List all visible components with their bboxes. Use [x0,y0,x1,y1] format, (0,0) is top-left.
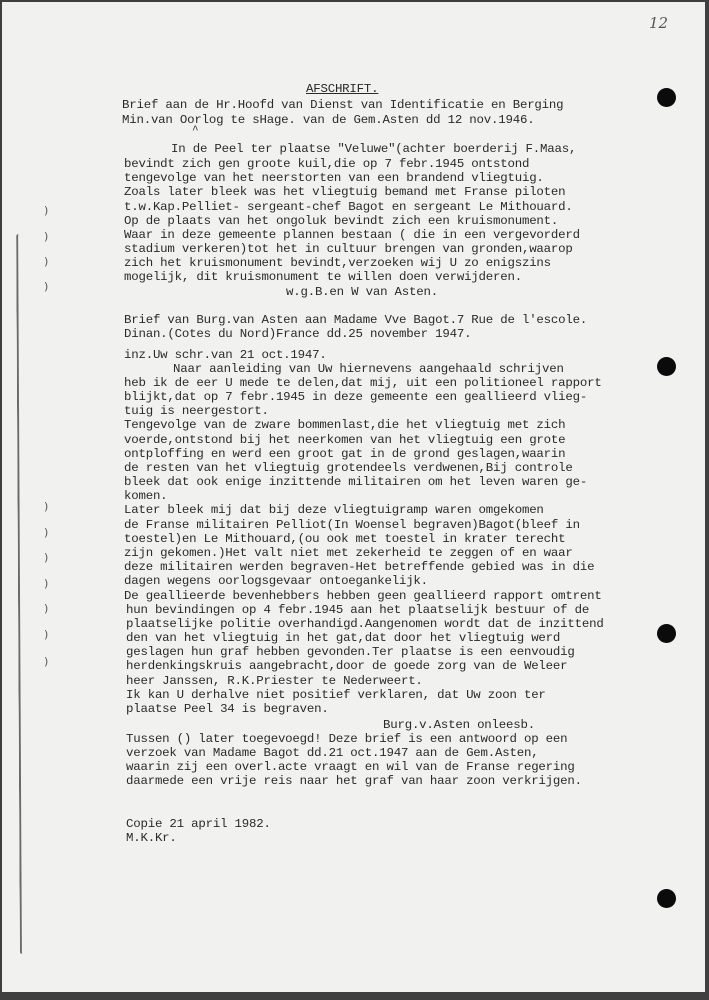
folio-number: 12 [649,14,669,32]
letter-line: Op de plaats van het ongoluk bevindt zich een kruismonument. [124,214,559,228]
margin-mark: ) [44,551,49,564]
header-line: Brief aan de Hr.Hoofd van Dienst van Identificatie en Berging [122,98,564,112]
margin-mark: ) [44,577,49,590]
letter-line: komen. [124,489,168,503]
punch-hole [657,357,676,376]
letter-line: geslagen hun graf hebben gevonden.Ter plaatse is een eenvoudig [126,645,575,659]
addendum-line: verzoek van Madame Bagot dd.21 oct.1947 aan de Gem.Asten, [126,746,539,760]
letter-line: Waar in deze gemeente plannen bestaan ( die in een vergevorderd [124,228,580,242]
letter-line: Tengevolge van de zware bommenlast,die het vliegtuig met zich [124,418,566,432]
letter-line: Zoals later bleek was het vliegtuig bemand met Franse piloten [124,185,566,199]
document-sheet [2,2,705,992]
letter-line: hun bevindingen op 4 febr.1945 aan het plaatselijk bestuur of de [126,603,590,617]
letter-line: zich het kruismonument bevindt,verzoeken wij U zo enigszins [124,256,551,270]
letter-line: blijkt,dat op 7 febr.1945 in deze gemeente een geallieerd vlieg- [124,390,588,404]
letter-header-line: Dinan.(Cotes du Nord)France dd.25 november 1947. [124,327,472,341]
addendum-line: Tussen () later toegevoegd! Deze brief is een antwoord op een [126,732,568,746]
letter-line: de resten van het vliegtuig grotendeels verdwenen,Bij controle [124,461,573,475]
header-line: Min.van Oorlog te sHage. van de Gem.Asten dd 12 nov.1946. [122,113,535,127]
margin-mark: ) [44,655,49,668]
letter-line: plaatselijke politie overhandigd.Aangenomen wordt dat de inzittend [126,617,604,631]
copy-date: Copie 21 april 1982. [126,817,271,831]
caret-mark: ^ [192,125,199,137]
letter-line: bleek dat ook enige inzittende militairen om het leven waren ge- [124,475,588,489]
margin-mark: ) [44,602,49,615]
document-title: AFSCHRIFT. [306,82,379,96]
addendum-line: waarin zij een overl.acte vraagt en wil van de Franse regering [126,760,575,774]
letter-line: Naar aanleiding van Uw hiernevens aangehaald schrijven [173,362,564,376]
letter-line: heer Janssen, R.K.Priester te Nederweert. [126,674,423,688]
letter-line: de Franse militairen Pelliot(In Woensel begraven)Bagot(bleef in [124,518,580,532]
letter-line: zijn gekomen.)Het valt niet met zekerheid te zeggen of en waar [124,546,573,560]
margin-mark: ) [44,255,49,268]
letter-line: t.w.Kap.Pelliet- sergeant-chef Bagot en sergeant Le Mithouard. [124,200,573,214]
letter-line: In de Peel ter plaatse "Veluwe"(achter boerderij F.Maas, [171,142,577,156]
letter-line: den van het vliegtuig in het gat,dat door het vliegtuig werd [126,631,561,645]
signature: Burg.v.Asten onleesb. [383,718,535,732]
signature: w.g.B.en W van Asten. [286,285,438,299]
copy-initials: M.K.Kr. [126,831,177,845]
letter-line: tengevolge van het neerstorten van een brandend vliegtuig. [124,171,544,185]
letter-line: Ik kan U derhalve niet positief verklaren, dat Uw zoon ter [126,688,546,702]
letter-line: inz.Uw schr.van 21 oct.1947. [124,348,327,362]
letter-line: toestel)en Le Mithouard,(ou ook met toestel in krater terecht [124,532,566,546]
letter-line: voerde,ontstond bij het neerkomen van het vliegtuig een grote [124,433,566,447]
letter-line: stadium verkeren)tot het in cultuur brengen van gronden,waarop [124,242,573,256]
margin-mark: ) [44,280,49,293]
punch-hole [657,624,676,643]
letter-line: De geallieerde bevenhebbers hebben geen geallieerd rapport omtrent [124,589,602,603]
addendum-line: daarmede een vrije reis naar het graf van haar zoon verkrijgen. [126,774,582,788]
letter-line: tuig is neergestort. [124,404,269,418]
letter-line: Later bleek mij dat bij deze vliegtuigramp waren omgekomen [124,503,544,517]
letter-line: ontploffing en werd een groot gat in de grond geslagen,waarin [124,447,566,461]
letter-line: mogelijk, dit kruismonument te willen doen verwijderen. [124,270,522,284]
letter-line: plaatse Peel 34 is begraven. [126,702,329,716]
punch-hole [657,889,676,908]
letter-line: heb ik de eer U mede te delen,dat mij, uit een politioneel rapport [124,376,602,390]
punch-hole [657,88,676,107]
letter-header-line: Brief van Burg.van Asten aan Madame Vve Bagot.7 Rue de l'escole. [124,313,588,327]
margin-pencil-line [16,234,25,954]
margin-mark: ) [44,526,49,539]
margin-mark: ) [44,628,49,641]
margin-mark: ) [44,230,49,243]
margin-mark: ) [44,500,49,513]
letter-line: dagen wegens oorlogsgevaar ontoegankelijk. [124,574,428,588]
letter-line: deze militairen werden begraven-Het betreffende gebied was in die [124,560,595,574]
letter-line: bevindt zich gen groote kuil,die op 7 febr.1945 ontstond [124,157,530,171]
margin-mark: ) [44,204,49,217]
letter-line: herdenkingskruis aangebracht,door de goede zorg van de Weleer [126,659,568,673]
